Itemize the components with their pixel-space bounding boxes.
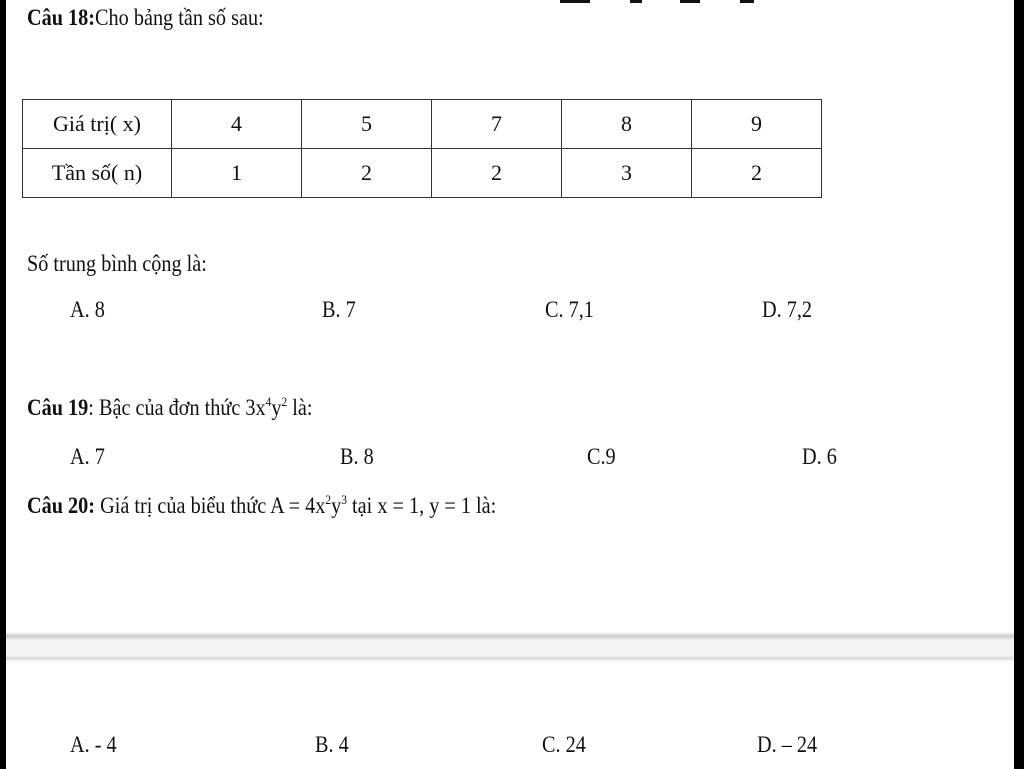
question-20-suffix: tại x = 1, y = 1 là: [346,493,497,518]
question-19-heading [27,394,313,422]
q20-option-c: C. 24 [542,732,586,757]
table-cell: 9 [692,100,822,149]
frequency-table [22,99,822,198]
table-header-n: Tần số( n) [23,149,172,198]
question-18-text: Cho bảng tần số sau: [95,5,264,30]
right-border [1014,0,1024,769]
question-20-text: Giá trị của biểu thức [95,493,271,518]
table-cell: 7 [432,100,562,149]
q19-option-c: C.9 [587,444,616,469]
table-cell: 3 [562,149,692,198]
question-18-heading [27,4,264,32]
question-20-heading [27,492,496,520]
question-18-prompt: Số trung bình cộng là: [27,251,207,276]
q19-option-a: A. 7 [70,444,105,469]
question-18-label: Câu 18: [27,5,96,30]
exponent: 3 [341,492,347,507]
q19-option-d: D. 6 [802,444,837,469]
question-20-label: Câu 20: [27,493,96,518]
q18-option-b: B. 7 [322,297,356,322]
exponent: 2 [281,394,288,409]
expression-coef: 4x [305,493,326,518]
table-cell: 4 [172,100,302,149]
question-19-label: Câu 19 [27,395,89,420]
table-row-frequency [23,149,822,198]
exponent: 2 [325,492,332,507]
q19-option-b: B. 8 [340,444,374,469]
table-cell: 5 [302,100,432,149]
table-header-x: Giá trị( x) [23,100,172,149]
expression-var: y [331,493,342,518]
q18-option-c: C. 7,1 [545,297,594,322]
table-cell: 1 [172,149,302,198]
expression-lhs: A = [270,493,306,518]
polynomial-expression [270,493,347,518]
monomial-var: y [271,395,282,420]
table-cell: 2 [432,149,562,198]
q20-option-b: B. 4 [315,732,349,757]
q18-option-d: D. 7,2 [762,297,813,322]
q20-option-a: A. - 4 [70,732,117,757]
top-edge-marks [560,0,760,3]
question-19-suffix: là: [287,395,313,420]
question-19-text: : Bậc của đơn thức [88,395,246,420]
monomial-coef: 3x [245,395,266,420]
exponent: 4 [265,394,272,409]
table-cell: 8 [562,100,692,149]
monomial-expression [245,395,287,420]
q20-option-d: D. – 24 [757,732,818,757]
table-cell: 2 [302,149,432,198]
page-break-separator [6,632,1014,662]
q18-option-a: A. 8 [70,297,105,322]
table-cell: 2 [692,149,822,198]
table-row-values [23,100,822,149]
